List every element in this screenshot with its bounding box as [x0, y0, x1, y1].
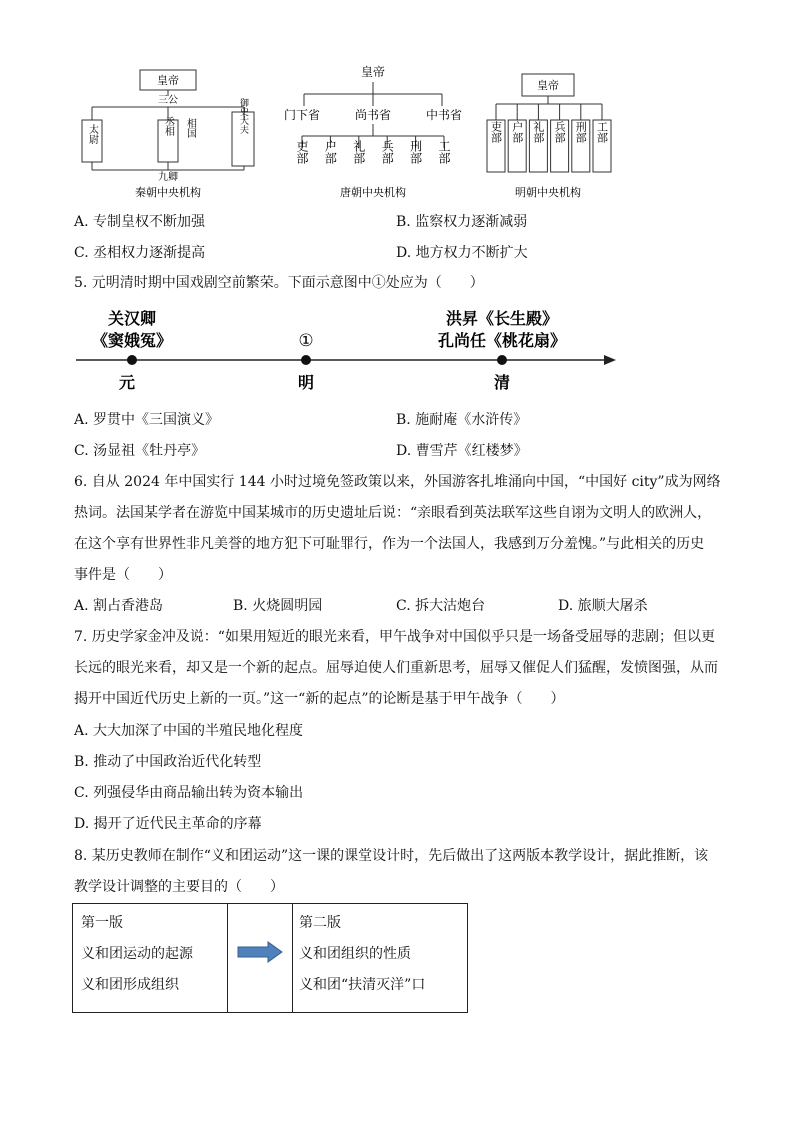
version-one-item-1: 义和团运动的起源 — [81, 946, 193, 962]
ming-dept-label: 户部 — [510, 121, 524, 143]
qin-caption: 秦朝中央机构 — [135, 186, 201, 199]
qin-xiangguo: 相国 — [184, 118, 196, 138]
tang-structure-diagram — [276, 60, 472, 200]
tang-dept-label: 工部 — [437, 140, 451, 164]
q5-stem: 5. 元明清时期中国戏剧空前繁荣。下面示意图中①处应为（ ） — [74, 275, 484, 291]
ming-dept-label: 兵部 — [553, 121, 567, 143]
timeline-label-yuan: 元 — [118, 373, 136, 392]
tang-dept-label: 刑部 — [408, 140, 423, 164]
ming-dept-label: 工部 — [595, 121, 609, 143]
q4-option-d: D. 地方权力不断扩大 — [396, 245, 528, 261]
q6-option-d: D. 旅顺大屠杀 — [558, 598, 648, 614]
ming-caption: 明朝中央机构 — [515, 186, 581, 199]
q7-option-c: C. 列强侵华由商品输出转为资本输出 — [74, 785, 304, 801]
timeline-yuan-work: 《窦娥冤》 — [91, 331, 173, 350]
q5-option-b: B. 施耐庵《水浒传》 — [396, 412, 528, 428]
ming-structure-diagram — [482, 68, 618, 200]
q6-line-3: 在这个享有世界性非凡美誉的地方犯下可耻罪行，作为一个法国人，我感到万分羞愧。”与此相关的历史 — [74, 536, 705, 552]
timeline-qing-line1: 洪昇《长生殿》 — [445, 309, 559, 328]
q4-option-a: A. 专制皇权不断加强 — [74, 214, 206, 230]
q7-option-d: D. 揭开了近代民主革命的序幕 — [74, 816, 262, 832]
timeline-point-ming — [301, 355, 311, 365]
q7-option-b: B. 推动了中国政治近代化转型 — [74, 754, 262, 770]
q6-option-c: C. 拆大沽炮台 — [396, 598, 486, 614]
q7-option-a: A. 大大加深了中国的半殖民地化程度 — [74, 723, 304, 739]
timeline-label-qing: 清 — [493, 373, 511, 392]
version-two-item-2: 义和团“扶清灭洋”口 — [299, 977, 426, 993]
tang-emperor: 皇帝 — [360, 65, 386, 79]
timeline-point-yuan — [127, 355, 137, 365]
tang-dept-label: 户部 — [323, 140, 338, 164]
version-one-title: 第一版 — [81, 915, 123, 931]
arrow-cell — [228, 904, 293, 1013]
q7-line-3: 揭开中国近代历史上新的一页。”这一“新的起点”的论断是基于甲午战争（ ） — [74, 691, 565, 707]
q6-option-b: B. 火烧圆明园 — [233, 598, 323, 614]
q5-option-d: D. 曹雪芹《红楼梦》 — [396, 443, 528, 459]
version-one-cell — [73, 904, 228, 1013]
tang-dept-label: 兵部 — [380, 140, 395, 164]
tang-dept-label: 吏部 — [295, 140, 309, 164]
lesson-design-table — [72, 903, 468, 1013]
qin-sangong: 三公 — [158, 95, 178, 106]
tang-departments — [295, 136, 451, 164]
q7-line-2: 长远的眼光来看，却又是一个新的起点。屈辱迫使人们重新思考，屈辱又催促人们猛醒，发愤图强，从而 — [74, 660, 718, 676]
timeline-point-qing — [497, 355, 507, 365]
ming-emperor: 皇帝 — [537, 79, 559, 92]
version-two-item-1: 义和团组织的性质 — [299, 946, 411, 962]
tang-menxia: 门下省 — [283, 108, 321, 122]
tang-shangshu: 尚书省 — [354, 108, 392, 122]
ming-departments — [487, 104, 611, 172]
version-one-item-2: 义和团形成组织 — [81, 977, 179, 993]
qin-yushi: 御史大夫 — [238, 98, 248, 134]
q4-option-b: B. 监察权力逐渐减弱 — [396, 214, 528, 230]
qin-structure-diagram — [78, 66, 258, 200]
q8-line-2: 教学设计调整的主要目的（ ） — [74, 879, 284, 895]
timeline-ming-mark: ① — [298, 331, 314, 351]
q8-line-1: 8. 某历史教师在制作“义和团运动”这一课的课堂设计时，先后做出了这两版本教学设计，据此推断，该 — [74, 848, 709, 864]
q6-line-4: 事件是（ ） — [74, 567, 172, 583]
qin-chengxiang: 丞相 — [162, 116, 174, 136]
ming-dept-label: 刑部 — [574, 121, 588, 143]
drama-timeline — [74, 304, 620, 396]
q6-option-a: A. 割占香港岛 — [74, 598, 164, 614]
q5-option-a: A. 罗贯中《三国演义》 — [74, 412, 220, 428]
version-two-cell — [293, 904, 468, 1013]
ming-dept-label: 吏部 — [489, 121, 503, 143]
q5-option-c: C. 汤显祖《牡丹亭》 — [74, 443, 206, 459]
ming-dept-label: 礼部 — [531, 121, 545, 143]
q7-line-1: 7. 历史学家金冲及说：“如果用短近的眼光来看，甲午战争对中国似乎只是一场备受屈辱的悲剧；但以更 — [74, 629, 715, 645]
timeline-label-ming: 明 — [297, 373, 315, 392]
q6-line-2: 热词。法国某学者在游览中国某城市的历史遗址后说：“亲眼看到英法联军这些自诩为文明人的欧洲人， — [74, 505, 712, 521]
timeline-yuan-author: 关汉卿 — [107, 309, 157, 328]
tang-zhongshu: 中书省 — [425, 108, 463, 122]
q4-option-c: C. 丞相权力逐渐提高 — [74, 245, 206, 261]
qin-taiwei: 太尉 — [86, 124, 98, 144]
tang-dept-label: 礼部 — [351, 140, 366, 164]
qin-jiuqing: 九卿 — [158, 172, 178, 183]
version-two-title: 第二版 — [299, 915, 341, 931]
right-arrow-icon — [236, 941, 284, 963]
q6-line-1: 6. 自从 2024 年中国实行 144 小时过境免签政策以来，外国游客扎堆涌向中国，“中国好 city”成为网络 — [74, 474, 721, 490]
timeline-qing-line2: 孔尚任《桃花扇》 — [437, 331, 567, 350]
qin-emperor: 皇帝 — [157, 74, 179, 87]
tang-caption: 唐朝中央机构 — [340, 186, 406, 199]
